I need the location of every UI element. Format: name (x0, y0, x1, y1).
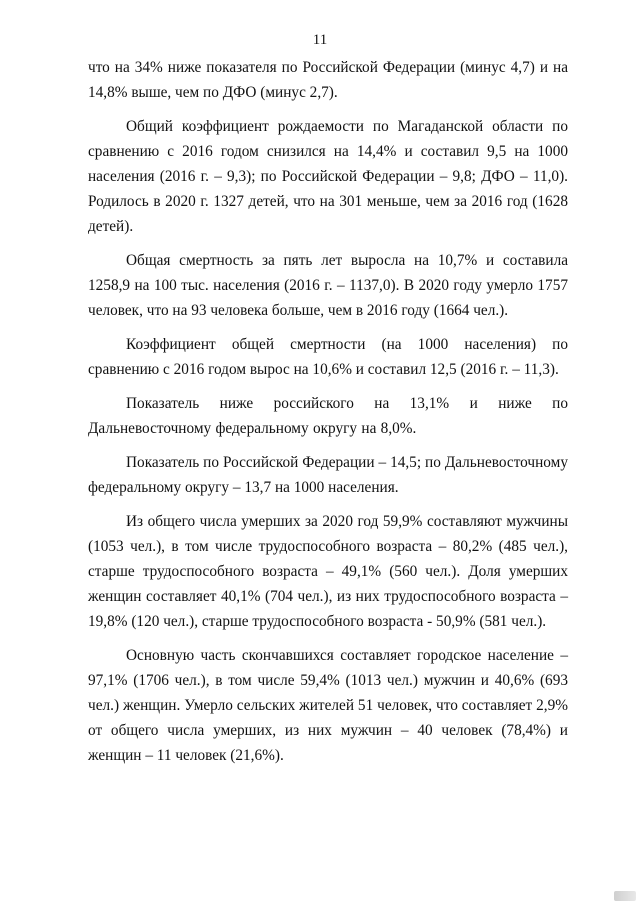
paragraph-3: Общая смертность за пять лет выросла на 10,7% и составила 1258,9 на 100 тыс. населения (2016 г. – 1137,0). В 2020 году умерло 1757 человек, что на 93 человека больше, чем в 2016 году (1664 чел.). (88, 252, 568, 319)
paragraph-6: Показатель по Российской Федерации – 14,5; по Дальневосточному федеральному округу – 13,7 на 1000 населения. (88, 454, 568, 496)
paragraph-1: что на 34% ниже показателя по Российской Федерации (минус 4,7) и на 14,8% выше, чем по ДФО (минус 2,7). (88, 59, 568, 101)
paragraph-7: Из общего числа умерших за 2020 год 59,9% составляют мужчины (1053 чел.), в том числе трудоспособного возраста – 80,2% (485 чел.), старше трудоспособного возраста – 49,1% (560 чел.). Доля умерших женщин составляет 40,1% (704 чел.), из них трудоспособного возраста – 19,8% (120 чел.), старше трудоспособного возраста - 50,9% (581 чел.). (88, 513, 568, 630)
paragraph-5: Показатель ниже российского на 13,1% и ниже по Дальневосточному федеральному округу на 8,0%. (88, 395, 568, 437)
paragraph-2: Общий коэффициент рождаемости по Магаданской области по сравнению с 2016 годом снизился на 14,4% и составил 9,5 на 1000 населения (2016 г. – 9,3); по Российской Федерации – 9,8; ДФО – 11,0). Родилось в 2020 г. 1327 детей, что на 301 меньше, чем за 2016 год (1628 детей). (88, 118, 568, 235)
scan-corner-mark (614, 891, 636, 901)
document-body (88, 55, 568, 777)
page-number: 11 (312, 32, 328, 48)
paragraph-4: Коэффициент общей смертности (на 1000 населения) по сравнению с 2016 годом вырос на 10,6% и составил 12,5 (2016 г. – 11,3). (88, 336, 568, 378)
paragraph-8: Основную часть скончавшихся составляет городское население – 97,1% (1706 чел.), в том числе 59,4% (1013 чел.) мужчин и 40,6% (693 чел.) женщин. Умерло сельских жителей 51 человек, что составляет 2,9% от общего числа умерших, из них мужчин – 40 человек (78,4%) и женщин – 11 человек (21,6%). (88, 647, 568, 764)
